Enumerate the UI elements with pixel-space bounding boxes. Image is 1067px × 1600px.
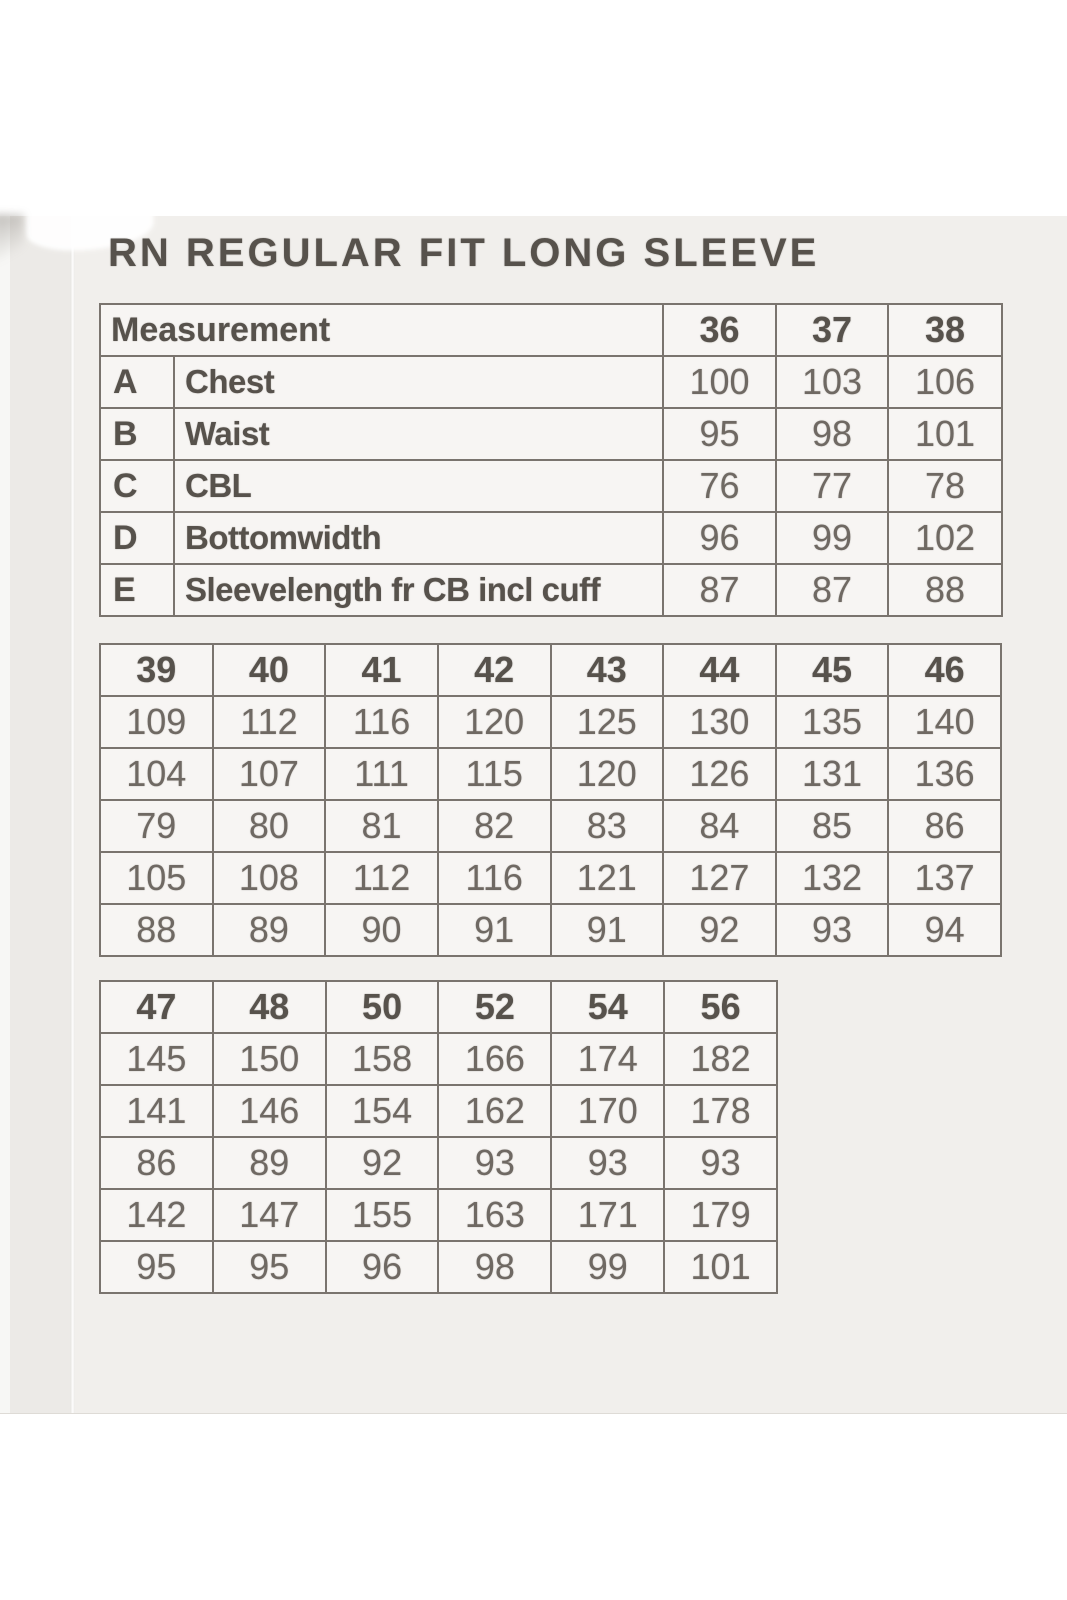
size-table-39-46 — [99, 643, 1002, 957]
value-cell: 86 — [888, 800, 1001, 852]
value-cell: 98 — [438, 1241, 551, 1293]
table-row — [100, 564, 1002, 616]
table-row — [100, 852, 1001, 904]
value-cell: 82 — [438, 800, 551, 852]
size-header-cell: 46 — [888, 644, 1001, 696]
value-cell: 121 — [551, 852, 664, 904]
value-cell: 107 — [213, 748, 326, 800]
chart-title: RN REGULAR FIT LONG SLEEVE — [108, 231, 820, 275]
value-cell: 125 — [551, 696, 664, 748]
row-key-cell: E — [100, 564, 174, 616]
size-header-cell: 41 — [325, 644, 438, 696]
value-cell: 94 — [888, 904, 1001, 956]
value-cell: 83 — [551, 800, 664, 852]
value-cell: 170 — [551, 1085, 664, 1137]
size-header-cell: 43 — [551, 644, 664, 696]
value-cell: 136 — [888, 748, 1001, 800]
value-cell: 171 — [551, 1189, 664, 1241]
value-cell: 147 — [213, 1189, 326, 1241]
value-cell: 93 — [776, 904, 889, 956]
value-cell: 95 — [663, 408, 776, 460]
value-cell: 88 — [888, 564, 1002, 616]
value-cell: 100 — [663, 356, 776, 408]
size-header-cell: 47 — [100, 981, 213, 1033]
value-cell: 132 — [776, 852, 889, 904]
value-cell: 101 — [888, 408, 1002, 460]
header-row — [100, 981, 777, 1033]
value-cell: 155 — [326, 1189, 439, 1241]
table-row — [100, 408, 1002, 460]
row-label-cell: Bottomwidth — [174, 512, 663, 564]
row-key-cell: B — [100, 408, 174, 460]
value-cell: 80 — [213, 800, 326, 852]
value-cell: 130 — [663, 696, 776, 748]
size-table-36-38 — [99, 303, 1003, 617]
paper-left-shading — [0, 216, 70, 1413]
paper-edge-highlight — [0, 216, 10, 1413]
header-row — [100, 644, 1001, 696]
value-cell: 95 — [100, 1241, 213, 1293]
value-cell: 93 — [664, 1137, 777, 1189]
value-cell: 120 — [438, 696, 551, 748]
size-header-cell: 44 — [663, 644, 776, 696]
value-cell: 92 — [663, 904, 776, 956]
table-row — [100, 1137, 777, 1189]
value-cell: 99 — [776, 512, 888, 564]
value-cell: 115 — [438, 748, 551, 800]
measurement-header-cell: Measurement — [100, 304, 663, 356]
value-cell: 81 — [325, 800, 438, 852]
value-cell: 141 — [100, 1085, 213, 1137]
value-cell: 150 — [213, 1033, 326, 1085]
table-row — [100, 356, 1002, 408]
value-cell: 101 — [664, 1241, 777, 1293]
row-key-cell: C — [100, 460, 174, 512]
value-cell: 137 — [888, 852, 1001, 904]
value-cell: 135 — [776, 696, 889, 748]
value-cell: 163 — [438, 1189, 551, 1241]
value-cell: 116 — [325, 696, 438, 748]
row-key-cell: D — [100, 512, 174, 564]
value-cell: 91 — [551, 904, 664, 956]
size-header-cell: 36 — [663, 304, 776, 356]
value-cell: 90 — [325, 904, 438, 956]
paper-corner-shadow — [0, 214, 24, 272]
value-cell: 87 — [663, 564, 776, 616]
value-cell: 91 — [438, 904, 551, 956]
table-row — [100, 1189, 777, 1241]
value-cell: 102 — [888, 512, 1002, 564]
value-cell: 158 — [326, 1033, 439, 1085]
value-cell: 95 — [213, 1241, 326, 1293]
value-cell: 89 — [213, 1137, 326, 1189]
value-cell: 84 — [663, 800, 776, 852]
size-header-cell: 56 — [664, 981, 777, 1033]
table-row — [100, 800, 1001, 852]
table-row — [100, 1085, 777, 1137]
value-cell: 106 — [888, 356, 1002, 408]
value-cell: 131 — [776, 748, 889, 800]
value-cell: 145 — [100, 1033, 213, 1085]
size-header-cell: 50 — [326, 981, 439, 1033]
value-cell: 86 — [100, 1137, 213, 1189]
value-cell: 112 — [213, 696, 326, 748]
table-row — [100, 696, 1001, 748]
table-row — [100, 904, 1001, 956]
table-row — [100, 748, 1001, 800]
table-row — [100, 1033, 777, 1085]
row-key-cell: A — [100, 356, 174, 408]
size-header-cell: 40 — [213, 644, 326, 696]
value-cell: 78 — [888, 460, 1002, 512]
size-header-cell: 48 — [213, 981, 326, 1033]
value-cell: 79 — [100, 800, 213, 852]
value-cell: 92 — [326, 1137, 439, 1189]
size-header-cell: 54 — [551, 981, 664, 1033]
value-cell: 88 — [100, 904, 213, 956]
size-header-cell: 39 — [100, 644, 213, 696]
size-header-cell: 38 — [888, 304, 1002, 356]
paper-crease-line — [70, 216, 75, 1413]
row-label-cell: CBL — [174, 460, 663, 512]
value-cell: 116 — [438, 852, 551, 904]
value-cell: 178 — [664, 1085, 777, 1137]
size-header-cell: 37 — [776, 304, 888, 356]
value-cell: 140 — [888, 696, 1001, 748]
row-label-cell: Waist — [174, 408, 663, 460]
row-label-cell: Sleevelength fr CB incl cuff — [174, 564, 663, 616]
value-cell: 179 — [664, 1189, 777, 1241]
value-cell: 103 — [776, 356, 888, 408]
value-cell: 146 — [213, 1085, 326, 1137]
value-cell: 93 — [551, 1137, 664, 1189]
value-cell: 154 — [326, 1085, 439, 1137]
table-row — [100, 512, 1002, 564]
value-cell: 77 — [776, 460, 888, 512]
value-cell: 162 — [438, 1085, 551, 1137]
value-cell: 174 — [551, 1033, 664, 1085]
value-cell: 85 — [776, 800, 889, 852]
table-row — [100, 1241, 777, 1293]
value-cell: 126 — [663, 748, 776, 800]
value-cell: 104 — [100, 748, 213, 800]
value-cell: 108 — [213, 852, 326, 904]
row-label-cell: Chest — [174, 356, 663, 408]
value-cell: 109 — [100, 696, 213, 748]
size-table-47-56 — [99, 980, 778, 1294]
size-header-cell: 52 — [438, 981, 551, 1033]
value-cell: 98 — [776, 408, 888, 460]
value-cell: 142 — [100, 1189, 213, 1241]
value-cell: 166 — [438, 1033, 551, 1085]
value-cell: 127 — [663, 852, 776, 904]
value-cell: 112 — [325, 852, 438, 904]
value-cell: 87 — [776, 564, 888, 616]
value-cell: 120 — [551, 748, 664, 800]
size-header-cell: 42 — [438, 644, 551, 696]
value-cell: 111 — [325, 748, 438, 800]
value-cell: 99 — [551, 1241, 664, 1293]
value-cell: 96 — [663, 512, 776, 564]
value-cell: 182 — [664, 1033, 777, 1085]
value-cell: 89 — [213, 904, 326, 956]
value-cell: 105 — [100, 852, 213, 904]
size-header-cell: 45 — [776, 644, 889, 696]
header-row — [100, 304, 1002, 356]
value-cell: 93 — [438, 1137, 551, 1189]
value-cell: 76 — [663, 460, 776, 512]
value-cell: 96 — [326, 1241, 439, 1293]
table-row — [100, 460, 1002, 512]
